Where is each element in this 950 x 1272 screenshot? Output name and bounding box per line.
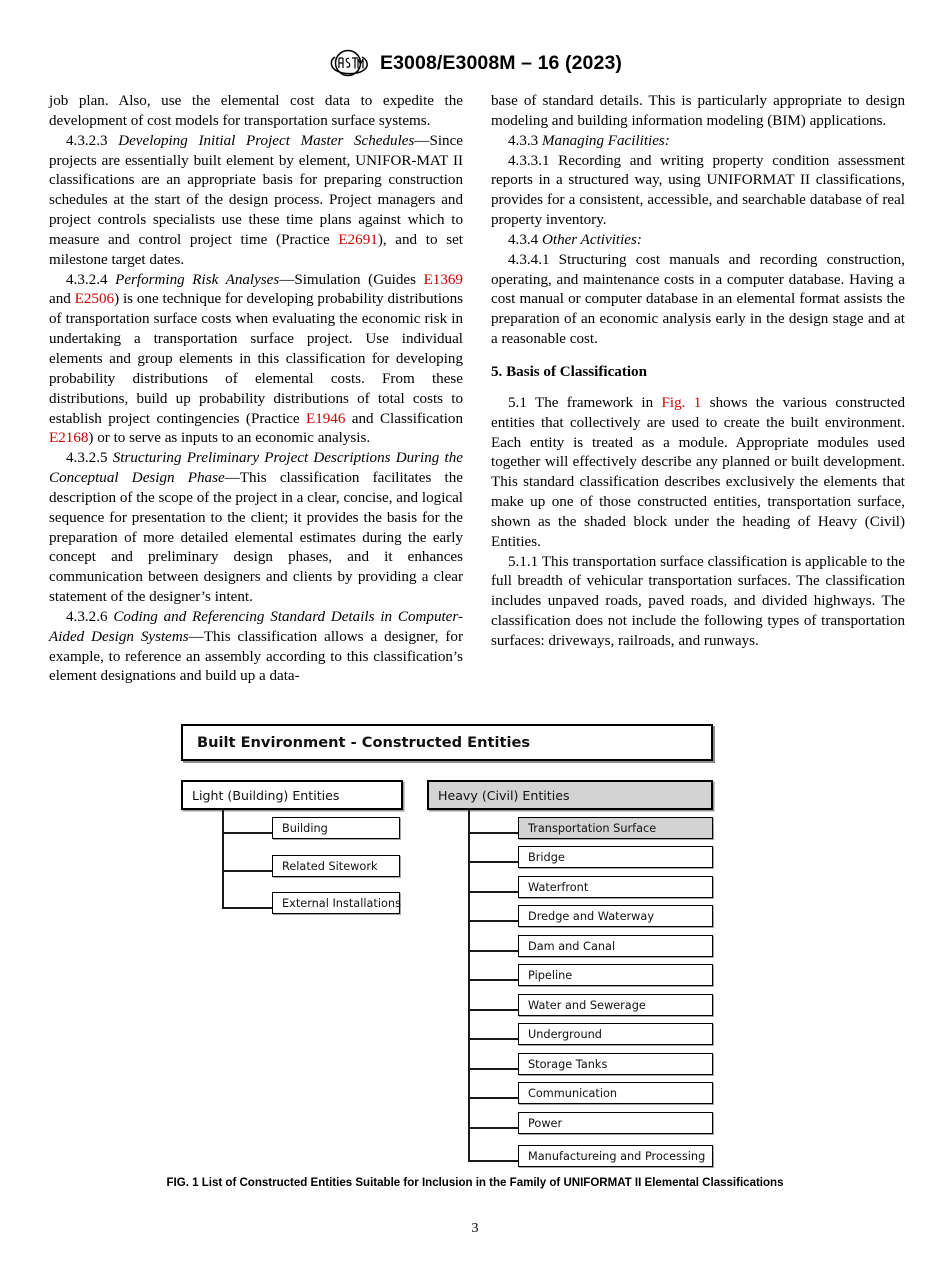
diagram-connector-stub <box>468 1097 519 1099</box>
cross-reference-link[interactable]: E2506 <box>74 291 115 308</box>
paragraph-continuation: job plan. Also, use the elemental cost data to expedite the development of cost models for transportation surface systems. <box>49 93 463 129</box>
diagram-box-label: Building <box>282 821 328 835</box>
paragraph-continuation: base of standard details. This is particularly appropriate to design modeling and building information modeling (BIM) applications. <box>491 93 905 129</box>
clause-number: 5.1.1 <box>508 553 539 570</box>
diagram-box-label: Pipeline <box>528 968 573 982</box>
clause-title: Coding and Referencing Standard Details in Computer-Aided Design Systems <box>49 608 463 645</box>
diagram-box-label: Communication <box>528 1086 618 1100</box>
clause-number: 4.3.2.3 <box>66 132 108 149</box>
diagram-box-label: Waterfront <box>528 880 589 894</box>
diagram-connector-stub <box>468 1160 519 1162</box>
diagram-box-waterfront <box>518 876 713 898</box>
clause-number: 4.3.2.5 <box>66 450 108 467</box>
clause-title: Performing Risk Analyses <box>115 271 280 288</box>
figure-1 <box>0 718 950 1173</box>
diagram-title-box <box>181 724 713 761</box>
paragraph-4-3-2-4: 4.3.2.4 Performing Risk Analyses—Simulation (Guides E1369 and E2506) is one technique for developing probability distributions of transportation surface costs when evaluating the economic risk in undertaking a transportation surface project. Use individual elements and group elements in this classification for developing probability distributions of elemental costs. From these distributions, build up probability distributions of total costs to establish project contingencies (Practice E1946 and Classification E2168) or to serve as inputs to an economic analysis. <box>49 271 463 447</box>
clause-title: Managing Facilities: <box>541 132 670 149</box>
clause-number: 4.3.3 <box>508 132 539 149</box>
body-columns <box>49 92 905 687</box>
clause-number: 5.1 <box>508 394 527 411</box>
page-number: 3 <box>471 1221 479 1236</box>
diagram-box-transportation-surface <box>518 817 713 839</box>
clause-title: Developing Initial Project Master Schedules <box>118 132 415 149</box>
diagram-box-heavy-civil-entities <box>427 780 713 810</box>
paragraph-4-3-4-1: 4.3.4.1 Structuring cost manuals and recording construction, operating, and maintenance costs in a computer database. Having a cost manual or computer database in an elemental format assists the preparation of an economic analysis early in the design stage and at a reasonable cost. <box>491 251 905 348</box>
diagram-box-label: Light (Building) Entities <box>192 787 340 803</box>
diagram-box-underground <box>518 1023 713 1045</box>
diagram-box-label: Power <box>528 1116 563 1130</box>
cross-reference-link[interactable]: E1369 <box>423 271 463 288</box>
paragraph-5-1-1: 5.1.1 This transportation surface classification is applicable to the full breadth of vehicular transportation surfaces. The classification includes unpaved roads, paved roads, and divided highways. The classification does not include the following types of transportation surfaces: driveways, railroads, and runways. <box>491 553 905 649</box>
diagram-connector-stub <box>468 1068 519 1070</box>
diagram-box-light-building-entities <box>181 780 403 810</box>
diagram-box-label: Water and Sewerage <box>528 998 646 1012</box>
diagram-box-label: Underground <box>528 1027 602 1041</box>
page-header <box>0 48 950 78</box>
left-column <box>49 92 463 687</box>
diagram-connector-stub <box>468 891 519 893</box>
diagram-box-storage-tanks <box>518 1053 713 1075</box>
diagram-connector-stub <box>468 1038 519 1040</box>
figure-diagram <box>175 718 775 1173</box>
paragraph-4-3-2-3: 4.3.2.3 Developing Initial Project Master Schedules—Since projects are essentially built element by element, UNIFOR-MAT II classifications are an appropriate basis for preparing construction schedules at the start of the design process. Project managers and project controls specialists use these time plans against which to measure and control project time (Practice E2691), and to set milestone target dates. <box>49 132 464 268</box>
diagram-box-bridge <box>518 846 713 868</box>
figure-reference-link[interactable]: Fig. 1 <box>661 394 702 411</box>
diagram-connector-stub <box>222 907 273 909</box>
diagram-box-manufacturing-and-processing <box>518 1145 713 1167</box>
clause-number: 4.3.4.1 <box>508 251 550 268</box>
diagram-connector-stub <box>222 832 273 834</box>
clause-number: 4.3.4 <box>508 231 539 248</box>
diagram-box-communication <box>518 1082 713 1104</box>
diagram-box-water-and-sewerage <box>518 994 713 1016</box>
cross-reference-link[interactable]: E2168 <box>49 430 89 447</box>
standard-designation: E3008/E3008M – 16 (2023) <box>380 51 622 74</box>
section-heading-5: 5. Basis of Classification <box>491 363 647 380</box>
figure-caption: FIG. 1 List of Constructed Entities Suitable for Inclusion in the Family of UNIFORMAT II Elemental Classifications <box>166 1175 784 1189</box>
diagram-box-pipeline <box>518 964 713 986</box>
paragraph-4-3-2-5: 4.3.2.5 Structuring Preliminary Project Descriptions During the Conceptual Design Phase—This classification facilitates the description of the scope of the project in a clear, concise, and logical sequence for presentation to the client; it provides the basis for the preparation of more detailed elemental estimates during the early concept and preliminary design phases, and it enhances communication between designers and clients by providing a clear statement of the designer’s intent. <box>49 450 463 606</box>
diagram-connector-stub <box>468 979 519 981</box>
clause-number: 4.3.2.6 <box>66 608 108 625</box>
clause-number: 4.3.3.1 <box>508 152 550 169</box>
diagram-box-building <box>272 817 400 839</box>
diagram-box-related-sitework <box>272 855 400 877</box>
diagram-connector-stub <box>468 832 519 834</box>
paragraph-4-3-3 <box>491 132 905 152</box>
diagram-box-dam-and-canal <box>518 935 713 957</box>
clause-title: Other Activities: <box>541 231 642 248</box>
diagram-box-power <box>518 1112 713 1134</box>
diagram-box-external-installations <box>272 892 400 914</box>
diagram-box-label: Bridge <box>528 850 565 864</box>
diagram-connector-stub <box>222 870 273 872</box>
diagram-box-label: Transportation Surface <box>528 821 657 835</box>
diagram-box-label: Manufactureing and Processing <box>528 1149 706 1163</box>
diagram-connector-stub <box>468 920 519 922</box>
cross-reference-link[interactable]: E2691 <box>338 231 378 248</box>
diagram-box-label: Related Sitework <box>282 859 378 873</box>
right-column <box>491 92 905 687</box>
diagram-title-label: Built Environment - Constructed Entities <box>197 734 531 751</box>
clause-title: Structuring Preliminary Project Descriptions During the Conceptual Design Phase <box>49 450 463 487</box>
paragraph-4-3-2-6: 4.3.2.6 Coding and Referencing Standard Details in Computer-Aided Design Systems—This classification allows a designer, for example, to reference an assembly according to this classification’s element designations and build up a data- <box>49 608 464 685</box>
diagram-connector-stub <box>468 1127 519 1129</box>
diagram-box-dredge-and-waterway <box>518 905 713 927</box>
diagram-connector-stub <box>468 1009 519 1011</box>
diagram-box-label: Dredge and Waterway <box>528 909 655 923</box>
clause-number: 4.3.2.4 <box>66 271 108 288</box>
diagram-box-label: Dam and Canal <box>528 939 616 953</box>
diagram-connector-trunk-left <box>222 810 224 909</box>
diagram-box-label: Storage Tanks <box>528 1057 608 1071</box>
cross-reference-link[interactable]: E1946 <box>305 410 346 427</box>
paragraph-5-1: 5.1 The framework in Fig. 1 shows the various constructed entities that collectively are used to create the built environment. Each entity is treated as a module. Appropriate modules used together will effectively describe any planned or built development. This standard classification describes exclusively the elements that make up one of those constructed entities, transportation surface, shown as the shaded block under the heading of Heavy (Civil) Entities. <box>491 394 905 550</box>
astm-logo-icon <box>328 48 370 78</box>
paragraph-4-3-4 <box>491 231 905 251</box>
paragraph-4-3-3-1: 4.3.3.1 Recording and writing property condition assessment reports in a structured way, using UNIFORMAT II classifications, provides for a consistent, accessible, and searchable database of real property inventory. <box>491 152 905 229</box>
diagram-box-label: External Installations <box>282 896 401 910</box>
diagram-connector-stub <box>468 861 519 863</box>
diagram-connector-stub <box>468 950 519 952</box>
diagram-box-label: Heavy (Civil) Entities <box>438 787 570 803</box>
